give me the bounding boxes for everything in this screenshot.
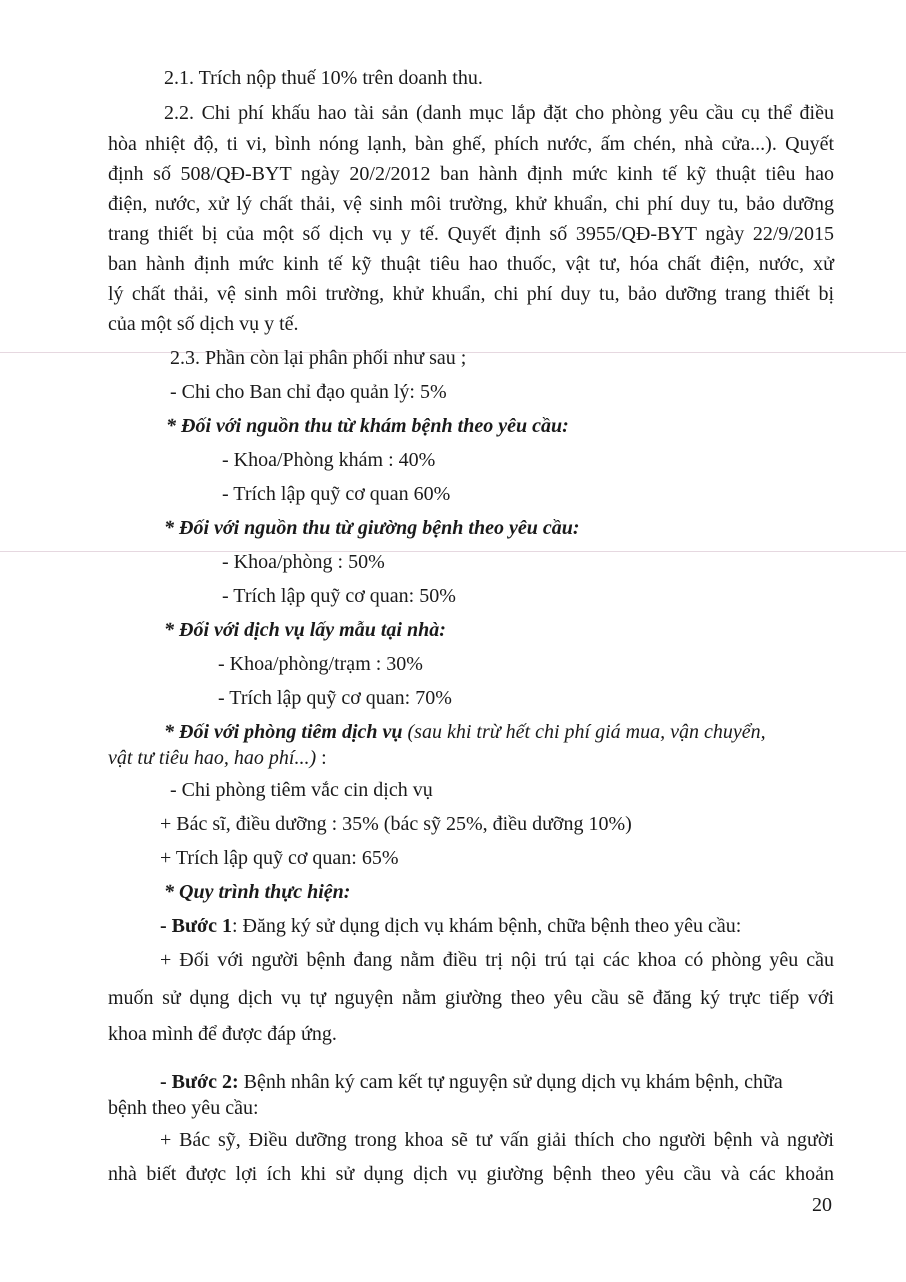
list-item: - Khoa/phòng : 50%: [222, 551, 385, 573]
list-item: - Chi cho Ban chỉ đạo quản lý: 5%: [170, 381, 447, 403]
scan-artifact-line: [0, 551, 906, 552]
paragraph-2-2-line: trang thiết bị của một số dịch vụ y tế. Quyết định số 3955/QĐ-BYT ngày 22/9/2015: [108, 223, 834, 245]
step-2-cont: bệnh theo yêu cầu:: [108, 1097, 259, 1119]
note-continued: vật tư tiêu hao, hao phí...): [108, 747, 317, 769]
subheading-giuong-benh: * Đối với nguồn thu từ giường bệnh theo yêu cầu:: [164, 517, 580, 539]
paragraph-2-2-line: định số 508/QĐ-BYT ngày 20/2/2012 ban hành định mức kinh tế kỹ thuật tiêu hao: [108, 163, 834, 185]
step-2-body-line: + Bác sỹ, Điều dưỡng trong khoa sẽ tư vấn giải thích cho người bệnh và người: [160, 1129, 834, 1151]
paragraph-2-2-line: điện, nước, xử lý chất thải, vệ sinh môi trường, khử khuẩn, chi phí duy tu, bảo dưỡng: [108, 193, 834, 215]
list-item: - Chi phòng tiêm vắc cin dịch vụ: [170, 779, 433, 801]
step-1-label: - Bước 1: [160, 915, 232, 937]
paragraph-2-2-line: lý chất thải, vệ sinh môi trường, khử khuẩn, chi phí duy tu, bảo dưỡng trang thiết bị: [108, 283, 834, 305]
list-item: - Trích lập quỹ cơ quan 60%: [222, 483, 451, 505]
subheading-phong-tiem-cont: [108, 746, 327, 770]
subheading-phong-tiem-note: (sau khi trừ hết chi phí giá mua, vận chuyển,: [407, 721, 766, 743]
subheading-quy-trinh: * Quy trình thực hiện:: [164, 881, 351, 903]
page-number: 20: [812, 1194, 832, 1216]
paragraph-2-2-line: của một số dịch vụ y tế.: [108, 313, 299, 335]
section-2-1: 2.1. Trích nộp thuế 10% trên doanh thu.: [164, 67, 483, 89]
list-item: - Trích lập quỹ cơ quan: 70%: [218, 687, 452, 709]
list-item: + Trích lập quỹ cơ quan: 65%: [160, 847, 399, 869]
step-2-body-line: nhà biết được lợi ích khi sử dụng dịch vụ giường bệnh theo yêu cầu và các khoản: [108, 1163, 834, 1185]
step-1: [160, 914, 741, 938]
subheading-lay-mau: * Đối với dịch vụ lấy mẫu tại nhà:: [164, 619, 446, 641]
subheading-phong-tiem: [164, 720, 766, 744]
step-2: [160, 1070, 783, 1094]
step-1-body-line: muốn sử dụng dịch vụ tự nguyện nằm giường theo yêu cầu sẽ đăng ký trực tiếp với: [108, 987, 834, 1009]
step-1-text: : Đăng ký sử dụng dịch vụ khám bệnh, chữa bệnh theo yêu cầu:: [231, 915, 742, 937]
colon: :: [316, 747, 327, 769]
list-item: - Trích lập quỹ cơ quan: 50%: [222, 585, 456, 607]
paragraph-2-2-line: ban hành định mức kinh tế kỹ thuật tiêu hao thuốc, vật tư, hóa chất điện, nước, xử: [108, 253, 834, 275]
step-1-body-line: + Đối với người bệnh đang nằm điều trị nội trú tại các khoa có phòng yêu cầu: [160, 949, 834, 971]
list-item: - Khoa/Phòng khám : 40%: [222, 449, 436, 471]
subheading-phong-tiem-title: * Đối với phòng tiêm dịch vụ: [164, 721, 403, 743]
paragraph-2-2-line: hòa nhiệt độ, ti vi, bình nóng lạnh, bàn ghế, phích nước, ấm chén, nhà cửa...). Quyết: [108, 133, 834, 155]
list-item: - Khoa/phòng/trạm : 30%: [218, 653, 423, 675]
list-item: + Bác sĩ, điều dưỡng : 35% (bác sỹ 25%, điều dưỡng 10%): [160, 813, 632, 835]
section-2-3: 2.3. Phần còn lại phân phối như sau ;: [170, 347, 467, 369]
paragraph-2-2-line: 2.2. Chi phí khấu hao tài sản (danh mục lắp đặt cho phòng yêu cầu cụ thể điều: [164, 102, 834, 124]
subheading-kham-benh: * Đối với nguồn thu từ khám bệnh theo yêu cầu:: [166, 415, 569, 437]
step-1-body-line: khoa mình để được đáp ứng.: [108, 1023, 337, 1045]
step-2-label: - Bước 2:: [160, 1071, 239, 1093]
step-2-text: Bệnh nhân ký cam kết tự nguyện sử dụng dịch vụ khám bệnh, chữa: [238, 1071, 783, 1093]
